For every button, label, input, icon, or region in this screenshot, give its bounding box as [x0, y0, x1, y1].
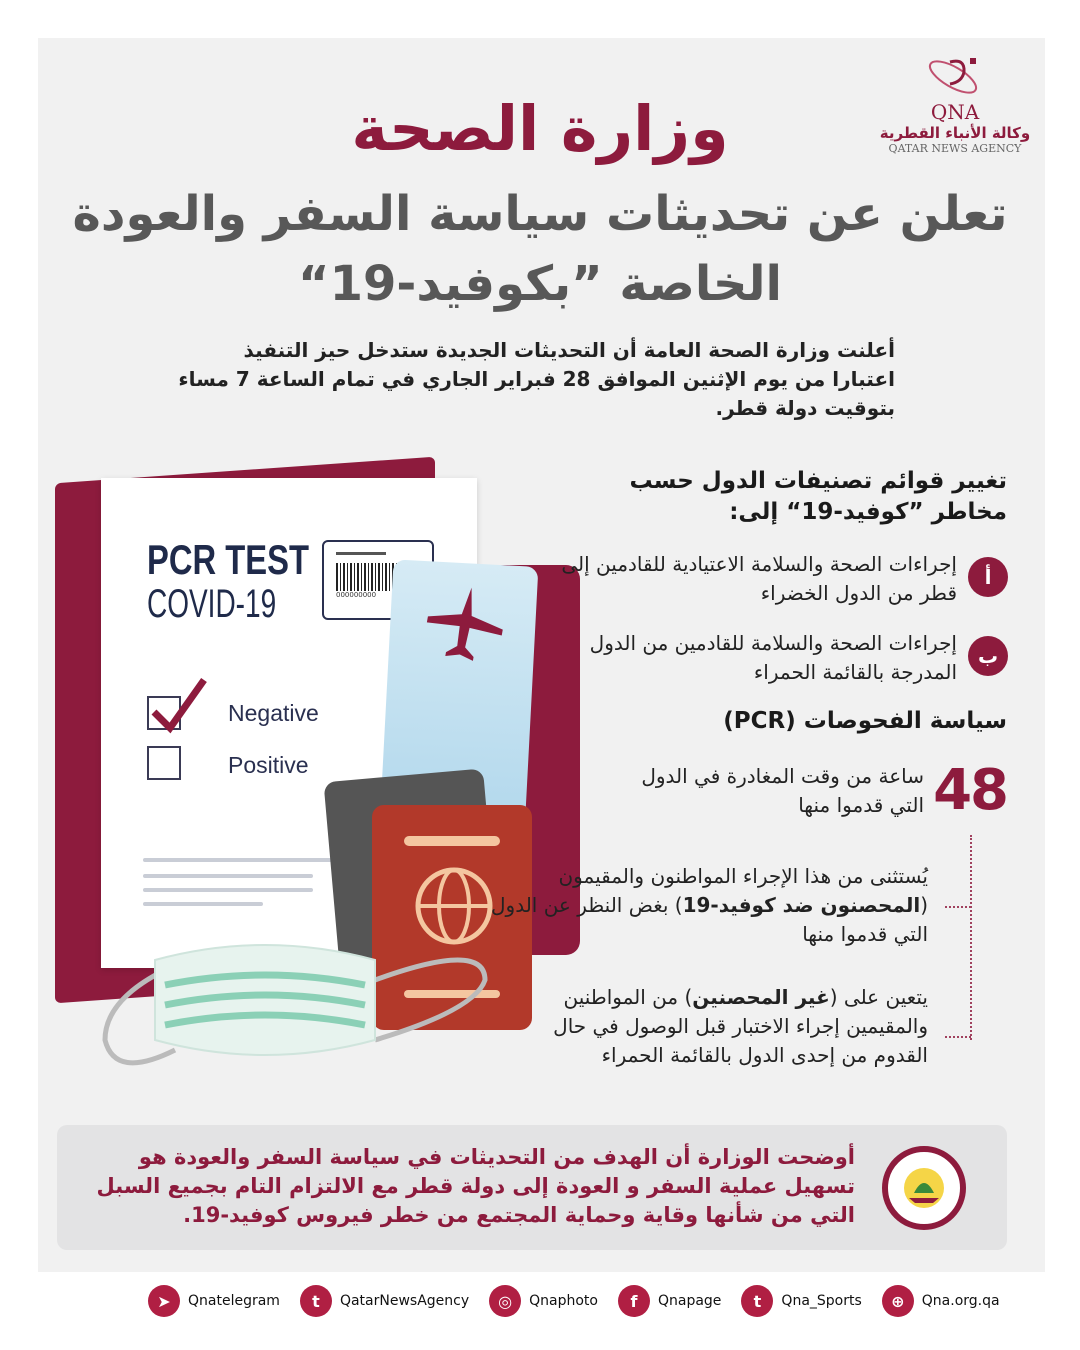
globe-icon: ⊕ — [882, 1285, 914, 1317]
checkmark-icon — [148, 676, 208, 736]
qna-english: QATAR NEWS AGENCY — [888, 142, 1022, 155]
airplane-icon — [425, 585, 505, 665]
positive-label: Positive — [228, 752, 309, 778]
item-b-text: إجراءات الصحة والسلامة للقادمين من الدول المدرجة بالقائمة الحمراء — [589, 631, 957, 684]
face-mask-icon — [95, 930, 495, 1080]
twitter-icon: t — [741, 1285, 773, 1317]
negative-label: Negative — [228, 700, 319, 726]
footer-label: Qna.org.qa — [921, 1293, 1000, 1309]
barcode-number: 000000000 — [336, 591, 377, 599]
pcr-title: PCR TEST — [147, 536, 309, 583]
qna-abbr: QNA — [930, 100, 980, 124]
telegram-icon: ➤ — [148, 1285, 180, 1317]
note-vaccinated: يُستثنى من هذا الإجراء المواطنون والمقيمون (المحصنون ضد كوفيد-19) بغض النظر عن الدول التي قدموا منها — [491, 864, 928, 946]
emblem-icon — [899, 1163, 949, 1213]
footer-link-twitter[interactable] — [300, 1285, 469, 1317]
badge-b: ب — [968, 636, 1008, 676]
footer-link-telegram[interactable] — [148, 1285, 280, 1317]
hours-text: ساعة من وقت المغادرة في الدول التي قدموا منها — [641, 764, 924, 817]
page-title: وزارة الصحة — [351, 92, 729, 165]
section-heading-pcr: سياسة الفحوصات (PCR) — [723, 708, 1007, 734]
positive-checkbox — [147, 746, 181, 780]
facebook-icon: f — [618, 1285, 650, 1317]
instagram-icon: ◎ — [489, 1285, 521, 1317]
moph-emblem — [882, 1146, 966, 1230]
footer-label: Qnatelegram — [188, 1293, 280, 1309]
footer-link-facebook[interactable] — [618, 1285, 721, 1317]
hours-number: 48 — [933, 758, 1007, 823]
section-heading-classifications: تغيير قوائم تصنيفات الدول حسب مخاطر ”كوفيد-19“ إلى: — [629, 468, 1007, 525]
twitter-icon: t — [300, 1285, 332, 1317]
pcr-subtitle: COVID-19 — [147, 582, 277, 626]
badge-a: أ — [968, 557, 1008, 597]
intro-text: أعلنت وزارة الصحة العامة أن التحديثات الجديدة ستدخل حيز التنفيذ اعتبارا من يوم الإثنين الموافق 28 فبراير الجاري في تمام الساعة 7 مساء بتوقيت دولة قطر. — [178, 338, 895, 420]
footer-link-website[interactable] — [882, 1285, 1000, 1317]
subtitle-line-1: تعلن عن تحديثات سياسة السفر والعودة — [72, 186, 1008, 242]
dotted-connector-1 — [945, 906, 971, 908]
qna-arabic: وكالة الأنباء القطرية — [879, 124, 1031, 142]
dotted-connector-2 — [945, 1036, 971, 1038]
subtitle-line-2: الخاصة ”بكوفيد-19“ — [298, 256, 782, 312]
footer-link-twitter-sports[interactable] — [741, 1285, 861, 1317]
dotted-connector — [970, 835, 972, 1040]
footer-link-instagram[interactable] — [489, 1285, 598, 1317]
note-unvaccinated: يتعين على (غير المحصنين) من المواطنين والمقيمين إجراء الاختبار قبل الوصول في حال القدوم من إحدى الدول بالقائمة الحمراء — [553, 985, 928, 1067]
footer-label: Qnaphoto — [529, 1293, 598, 1309]
summary-text: أوضحت الوزارة أن الهدف من التحديثات في سياسة السفر والعودة هو تسهيل عملية السفر و العودة إلى دولة قطر مع الالتزام التام بجميع السبل التي من شأنها وقاية وحماية المجتمع من خطر فيروس كوفيد-19. — [96, 1145, 855, 1227]
footer-label: Qna_Sports — [781, 1293, 862, 1309]
item-a-text: إجراءات الصحة والسلامة الاعتيادية للقادمين إلى قطر من الدول الخضراء — [561, 552, 957, 605]
footer-label: Qnapage — [657, 1293, 722, 1309]
footer-label: QatarNewsAgency — [339, 1293, 470, 1309]
social-footer — [148, 1285, 1000, 1317]
